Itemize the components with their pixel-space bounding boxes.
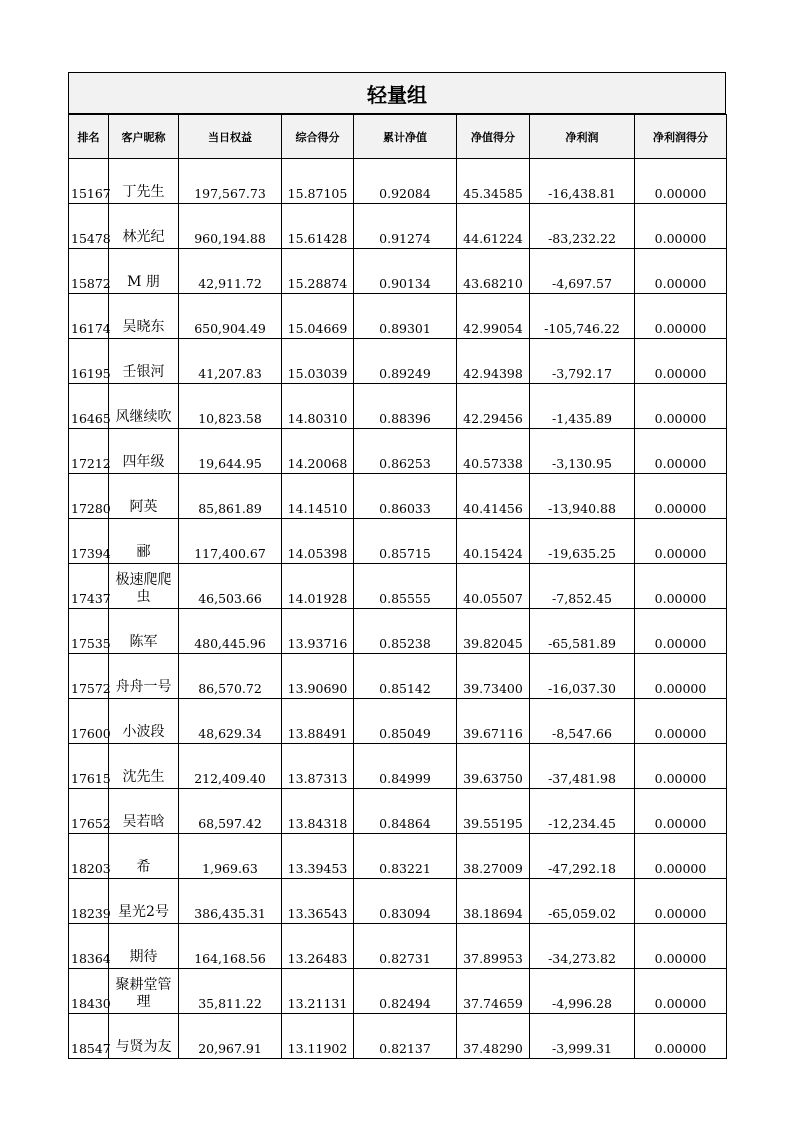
net-profit-cell: -13,940.88: [530, 474, 635, 519]
leaderboard-sheet: [68, 72, 726, 1059]
table-row: [69, 294, 727, 339]
daily-equity-cell: 68,597.42: [179, 789, 282, 834]
net-profit-cell: -4,697.57: [530, 249, 635, 294]
cumulative-nav-cell: 0.84999: [354, 744, 457, 789]
header-row: [69, 115, 727, 159]
nav-score-cell: 37.74659: [457, 969, 530, 1014]
table-row: [69, 879, 727, 924]
composite-score-cell: 15.03039: [282, 339, 354, 384]
net-profit-score-cell: 0.00000: [635, 429, 727, 474]
rank-cell: 17615: [69, 744, 109, 789]
net-profit-score-cell: 0.00000: [635, 744, 727, 789]
nav-score-cell: 39.63750: [457, 744, 530, 789]
cumulative-nav-cell: 0.85049: [354, 699, 457, 744]
table-row: [69, 339, 727, 384]
daily-equity-cell: 85,861.89: [179, 474, 282, 519]
nav-score-cell: 42.94398: [457, 339, 530, 384]
nav-score-cell: 42.99054: [457, 294, 530, 339]
table-row: [69, 474, 727, 519]
composite-score-cell: 13.93716: [282, 609, 354, 654]
cumulative-nav-cell: 0.90134: [354, 249, 457, 294]
cumulative-nav-cell: 0.84864: [354, 789, 457, 834]
daily-equity-cell: 10,823.58: [179, 384, 282, 429]
table-title: 轻量组: [68, 72, 726, 114]
nav-score-cell: 45.34585: [457, 159, 530, 204]
rank-cell: 18430: [69, 969, 109, 1014]
composite-score-cell: 14.80310: [282, 384, 354, 429]
header-cumulative-nav: 累计净值: [354, 115, 457, 159]
composite-score-cell: 13.90690: [282, 654, 354, 699]
nav-score-cell: 38.27009: [457, 834, 530, 879]
cumulative-nav-cell: 0.88396: [354, 384, 457, 429]
cumulative-nav-cell: 0.82731: [354, 924, 457, 969]
cumulative-nav-cell: 0.86033: [354, 474, 457, 519]
daily-equity-cell: 960,194.88: [179, 204, 282, 249]
net-profit-score-cell: 0.00000: [635, 339, 727, 384]
net-profit-cell: -8,547.66: [530, 699, 635, 744]
net-profit-score-cell: 0.00000: [635, 654, 727, 699]
net-profit-cell: -105,746.22: [530, 294, 635, 339]
table-row: [69, 384, 727, 429]
table-row: [69, 429, 727, 474]
daily-equity-cell: 46,503.66: [179, 564, 282, 609]
net-profit-cell: -47,292.18: [530, 834, 635, 879]
rank-cell: 17280: [69, 474, 109, 519]
nickname-cell: 四年级: [109, 429, 179, 474]
table-row: [69, 519, 727, 564]
composite-score-cell: 13.21131: [282, 969, 354, 1014]
composite-score-cell: 13.11902: [282, 1014, 354, 1059]
net-profit-score-cell: 0.00000: [635, 474, 727, 519]
daily-equity-cell: 41,207.83: [179, 339, 282, 384]
cumulative-nav-cell: 0.89301: [354, 294, 457, 339]
rank-cell: 18239: [69, 879, 109, 924]
net-profit-score-cell: 0.00000: [635, 969, 727, 1014]
daily-equity-cell: 86,570.72: [179, 654, 282, 699]
net-profit-score-cell: 0.00000: [635, 609, 727, 654]
header-nickname: 客户昵称: [109, 115, 179, 159]
header-rank: 排名: [69, 115, 109, 159]
net-profit-cell: -16,438.81: [530, 159, 635, 204]
composite-score-cell: 13.88491: [282, 699, 354, 744]
net-profit-cell: -65,059.02: [530, 879, 635, 924]
nickname-cell: 极速爬爬虫: [109, 564, 179, 609]
nickname-cell: 与贤为友: [109, 1014, 179, 1059]
cumulative-nav-cell: 0.85238: [354, 609, 457, 654]
nav-score-cell: 40.15424: [457, 519, 530, 564]
net-profit-cell: -65,581.89: [530, 609, 635, 654]
rank-cell: 17572: [69, 654, 109, 699]
table-row: [69, 924, 727, 969]
rank-cell: 15872: [69, 249, 109, 294]
nav-score-cell: 39.67116: [457, 699, 530, 744]
rank-cell: 16465: [69, 384, 109, 429]
nickname-cell: 林光纪: [109, 204, 179, 249]
nickname-cell: 吴若晗: [109, 789, 179, 834]
rank-cell: 16174: [69, 294, 109, 339]
net-profit-score-cell: 0.00000: [635, 384, 727, 429]
nav-score-cell: 37.48290: [457, 1014, 530, 1059]
table-row: [69, 834, 727, 879]
table-row: [69, 744, 727, 789]
daily-equity-cell: 650,904.49: [179, 294, 282, 339]
nav-score-cell: 37.89953: [457, 924, 530, 969]
rank-cell: 18364: [69, 924, 109, 969]
nickname-cell: 壬银河: [109, 339, 179, 384]
nav-score-cell: 43.68210: [457, 249, 530, 294]
net-profit-cell: -83,232.22: [530, 204, 635, 249]
net-profit-score-cell: 0.00000: [635, 1014, 727, 1059]
rank-cell: 15167: [69, 159, 109, 204]
nickname-cell: 风继续吹: [109, 384, 179, 429]
net-profit-score-cell: 0.00000: [635, 699, 727, 744]
composite-score-cell: 14.01928: [282, 564, 354, 609]
rank-cell: 17212: [69, 429, 109, 474]
table-row: [69, 204, 727, 249]
net-profit-cell: -3,130.95: [530, 429, 635, 474]
rank-cell: 17652: [69, 789, 109, 834]
daily-equity-cell: 480,445.96: [179, 609, 282, 654]
composite-score-cell: 13.26483: [282, 924, 354, 969]
net-profit-cell: -1,435.89: [530, 384, 635, 429]
header-composite-score: 综合得分: [282, 115, 354, 159]
nav-score-cell: 38.18694: [457, 879, 530, 924]
cumulative-nav-cell: 0.85142: [354, 654, 457, 699]
net-profit-score-cell: 0.00000: [635, 834, 727, 879]
net-profit-score-cell: 0.00000: [635, 789, 727, 834]
composite-score-cell: 13.39453: [282, 834, 354, 879]
net-profit-score-cell: 0.00000: [635, 519, 727, 564]
net-profit-score-cell: 0.00000: [635, 294, 727, 339]
cumulative-nav-cell: 0.91274: [354, 204, 457, 249]
nav-score-cell: 40.57338: [457, 429, 530, 474]
net-profit-score-cell: 0.00000: [635, 879, 727, 924]
nickname-cell: 沈先生: [109, 744, 179, 789]
net-profit-score-cell: 0.00000: [635, 249, 727, 294]
cumulative-nav-cell: 0.89249: [354, 339, 457, 384]
daily-equity-cell: 35,811.22: [179, 969, 282, 1014]
net-profit-cell: -3,792.17: [530, 339, 635, 384]
header-net-profit-score: 净利润得分: [635, 115, 727, 159]
net-profit-cell: -19,635.25: [530, 519, 635, 564]
daily-equity-cell: 1,969.63: [179, 834, 282, 879]
net-profit-score-cell: 0.00000: [635, 159, 727, 204]
cumulative-nav-cell: 0.82137: [354, 1014, 457, 1059]
daily-equity-cell: 48,629.34: [179, 699, 282, 744]
net-profit-cell: -4,996.28: [530, 969, 635, 1014]
net-profit-score-cell: 0.00000: [635, 564, 727, 609]
nickname-cell: 小波段: [109, 699, 179, 744]
nav-score-cell: 40.41456: [457, 474, 530, 519]
net-profit-cell: -3,999.31: [530, 1014, 635, 1059]
net-profit-score-cell: 0.00000: [635, 924, 727, 969]
composite-score-cell: 13.87313: [282, 744, 354, 789]
header-nav-score: 净值得分: [457, 115, 530, 159]
nickname-cell: 舟舟一号: [109, 654, 179, 699]
header-net-profit: 净利润: [530, 115, 635, 159]
daily-equity-cell: 19,644.95: [179, 429, 282, 474]
table-row: [69, 249, 727, 294]
nav-score-cell: 39.82045: [457, 609, 530, 654]
composite-score-cell: 15.04669: [282, 294, 354, 339]
composite-score-cell: 15.28874: [282, 249, 354, 294]
rank-cell: 18547: [69, 1014, 109, 1059]
nickname-cell: 聚耕堂管理: [109, 969, 179, 1014]
rank-cell: 17535: [69, 609, 109, 654]
rank-cell: 17437: [69, 564, 109, 609]
nickname-cell: 吴晓东: [109, 294, 179, 339]
net-profit-cell: -12,234.45: [530, 789, 635, 834]
daily-equity-cell: 212,409.40: [179, 744, 282, 789]
cumulative-nav-cell: 0.82494: [354, 969, 457, 1014]
composite-score-cell: 15.61428: [282, 204, 354, 249]
nav-score-cell: 39.55195: [457, 789, 530, 834]
composite-score-cell: 14.20068: [282, 429, 354, 474]
daily-equity-cell: 164,168.56: [179, 924, 282, 969]
nickname-cell: 陈军: [109, 609, 179, 654]
nav-score-cell: 44.61224: [457, 204, 530, 249]
rank-cell: 16195: [69, 339, 109, 384]
net-profit-cell: -7,852.45: [530, 564, 635, 609]
nickname-cell: 星光2号: [109, 879, 179, 924]
nav-score-cell: 39.73400: [457, 654, 530, 699]
daily-equity-cell: 20,967.91: [179, 1014, 282, 1059]
table-row: [69, 699, 727, 744]
nickname-cell: M 朋: [109, 249, 179, 294]
cumulative-nav-cell: 0.86253: [354, 429, 457, 474]
composite-score-cell: 14.14510: [282, 474, 354, 519]
table-row: [69, 609, 727, 654]
cumulative-nav-cell: 0.85555: [354, 564, 457, 609]
daily-equity-cell: 197,567.73: [179, 159, 282, 204]
table-row: [69, 1014, 727, 1059]
cumulative-nav-cell: 0.92084: [354, 159, 457, 204]
nickname-cell: 郦: [109, 519, 179, 564]
rank-cell: 17394: [69, 519, 109, 564]
rank-cell: 18203: [69, 834, 109, 879]
rank-cell: 17600: [69, 699, 109, 744]
net-profit-score-cell: 0.00000: [635, 204, 727, 249]
nickname-cell: 希: [109, 834, 179, 879]
table-row: [69, 789, 727, 834]
table-row: [69, 159, 727, 204]
net-profit-cell: -34,273.82: [530, 924, 635, 969]
nickname-cell: 期待: [109, 924, 179, 969]
nickname-cell: 丁先生: [109, 159, 179, 204]
composite-score-cell: 15.87105: [282, 159, 354, 204]
cumulative-nav-cell: 0.83221: [354, 834, 457, 879]
header-daily-equity: 当日权益: [179, 115, 282, 159]
composite-score-cell: 14.05398: [282, 519, 354, 564]
cumulative-nav-cell: 0.83094: [354, 879, 457, 924]
nickname-cell: 阿英: [109, 474, 179, 519]
net-profit-cell: -37,481.98: [530, 744, 635, 789]
nav-score-cell: 42.29456: [457, 384, 530, 429]
composite-score-cell: 13.84318: [282, 789, 354, 834]
daily-equity-cell: 42,911.72: [179, 249, 282, 294]
net-profit-cell: -16,037.30: [530, 654, 635, 699]
rank-cell: 15478: [69, 204, 109, 249]
table-row: [69, 654, 727, 699]
table-row: [69, 564, 727, 609]
nav-score-cell: 40.05507: [457, 564, 530, 609]
daily-equity-cell: 386,435.31: [179, 879, 282, 924]
daily-equity-cell: 117,400.67: [179, 519, 282, 564]
cumulative-nav-cell: 0.85715: [354, 519, 457, 564]
ranking-table: [68, 114, 727, 1059]
composite-score-cell: 13.36543: [282, 879, 354, 924]
table-row: [69, 969, 727, 1014]
table-body: [69, 159, 727, 1059]
